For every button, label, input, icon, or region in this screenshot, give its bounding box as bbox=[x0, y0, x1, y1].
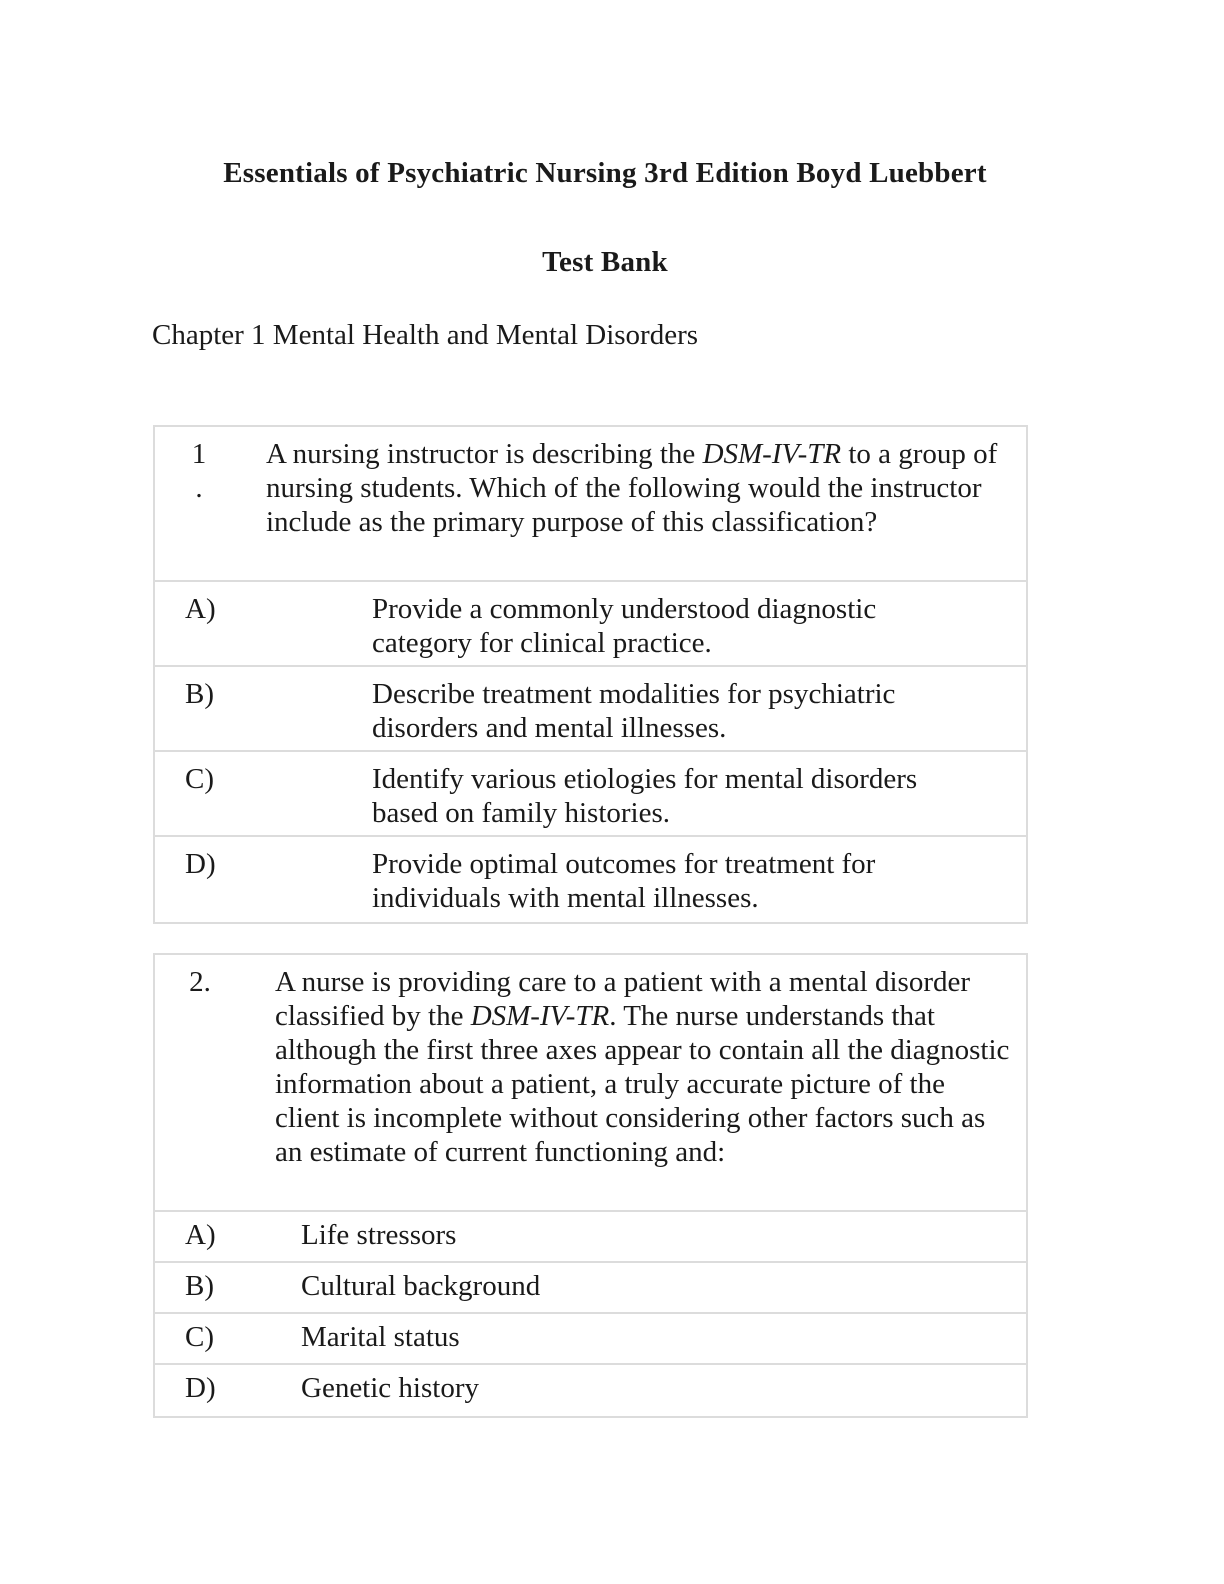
option-letter: C) bbox=[185, 1321, 214, 1353]
option-letter: C) bbox=[185, 763, 214, 795]
option-text: Cultural background bbox=[301, 1270, 541, 1302]
option-letter: A) bbox=[185, 593, 216, 625]
question-2-option-a bbox=[155, 1212, 1026, 1263]
question-2-stem-row bbox=[155, 955, 1026, 1212]
question-2-option-b bbox=[155, 1263, 1026, 1314]
question-1-option-d bbox=[155, 837, 1026, 922]
option-text: Provide a commonly understood diagnostic category for clinical practice. bbox=[372, 593, 877, 659]
option-letter: B) bbox=[185, 1270, 214, 1302]
question-1-number bbox=[155, 437, 243, 505]
option-text: Provide optimal outcomes for treatment for individuals with mental illnesses. bbox=[372, 848, 876, 914]
question-2-stem-before: A nurse is providing care to a patient with a mental disorder classified by the bbox=[275, 966, 971, 1032]
question-1-number-value: 1 bbox=[191, 438, 207, 470]
question-1-option-b bbox=[155, 667, 1026, 752]
option-text: Life stressors bbox=[301, 1219, 457, 1251]
question-2-number: 2. bbox=[189, 966, 211, 998]
option-text: Marital status bbox=[301, 1321, 460, 1353]
question-1-option-c bbox=[155, 752, 1026, 837]
question-1-table bbox=[153, 425, 1028, 924]
question-2-table bbox=[153, 953, 1028, 1418]
option-text: Genetic history bbox=[301, 1372, 479, 1404]
question-2-stem bbox=[275, 965, 1015, 1169]
question-2-option-c bbox=[155, 1314, 1026, 1365]
option-letter: B) bbox=[185, 678, 214, 710]
chapter-heading: Chapter 1 Mental Health and Mental Disorders bbox=[152, 319, 699, 351]
question-2-stem-italic: DSM-IV-TR bbox=[470, 1000, 610, 1032]
option-text: Identify various etiologies for mental disorders based on family histories. bbox=[372, 763, 918, 829]
document-title: Essentials of Psychiatric Nursing 3rd Edition Boyd Luebbert bbox=[223, 157, 987, 189]
option-letter: D) bbox=[185, 1372, 216, 1404]
option-letter: A) bbox=[185, 1219, 216, 1251]
question-1-stem-row bbox=[155, 427, 1026, 582]
question-1-stem-after: to a group of nursing students. Which of the following would the instructor include as the primary purpose of this classification? bbox=[266, 438, 998, 538]
question-2-stem-after: . The nurse understands that although the first three axes appear to contain all the diagnostic information about a patient, a truly accurate picture of the client is incomplete without considering other factors such as an estimate of current functioning and: bbox=[275, 1000, 1010, 1168]
document-subtitle: Test Bank bbox=[542, 246, 668, 278]
question-2-option-d bbox=[155, 1365, 1026, 1416]
question-1-stem-before: A nursing instructor is describing the bbox=[266, 438, 703, 470]
question-1-number-suffix: . bbox=[195, 472, 203, 504]
option-letter: D) bbox=[185, 848, 216, 880]
question-1-stem-italic: DSM-IV-TR bbox=[702, 438, 842, 470]
question-1-stem bbox=[266, 437, 1006, 539]
question-1-option-a bbox=[155, 582, 1026, 667]
option-text: Describe treatment modalities for psychiatric disorders and mental illnesses. bbox=[372, 678, 896, 744]
